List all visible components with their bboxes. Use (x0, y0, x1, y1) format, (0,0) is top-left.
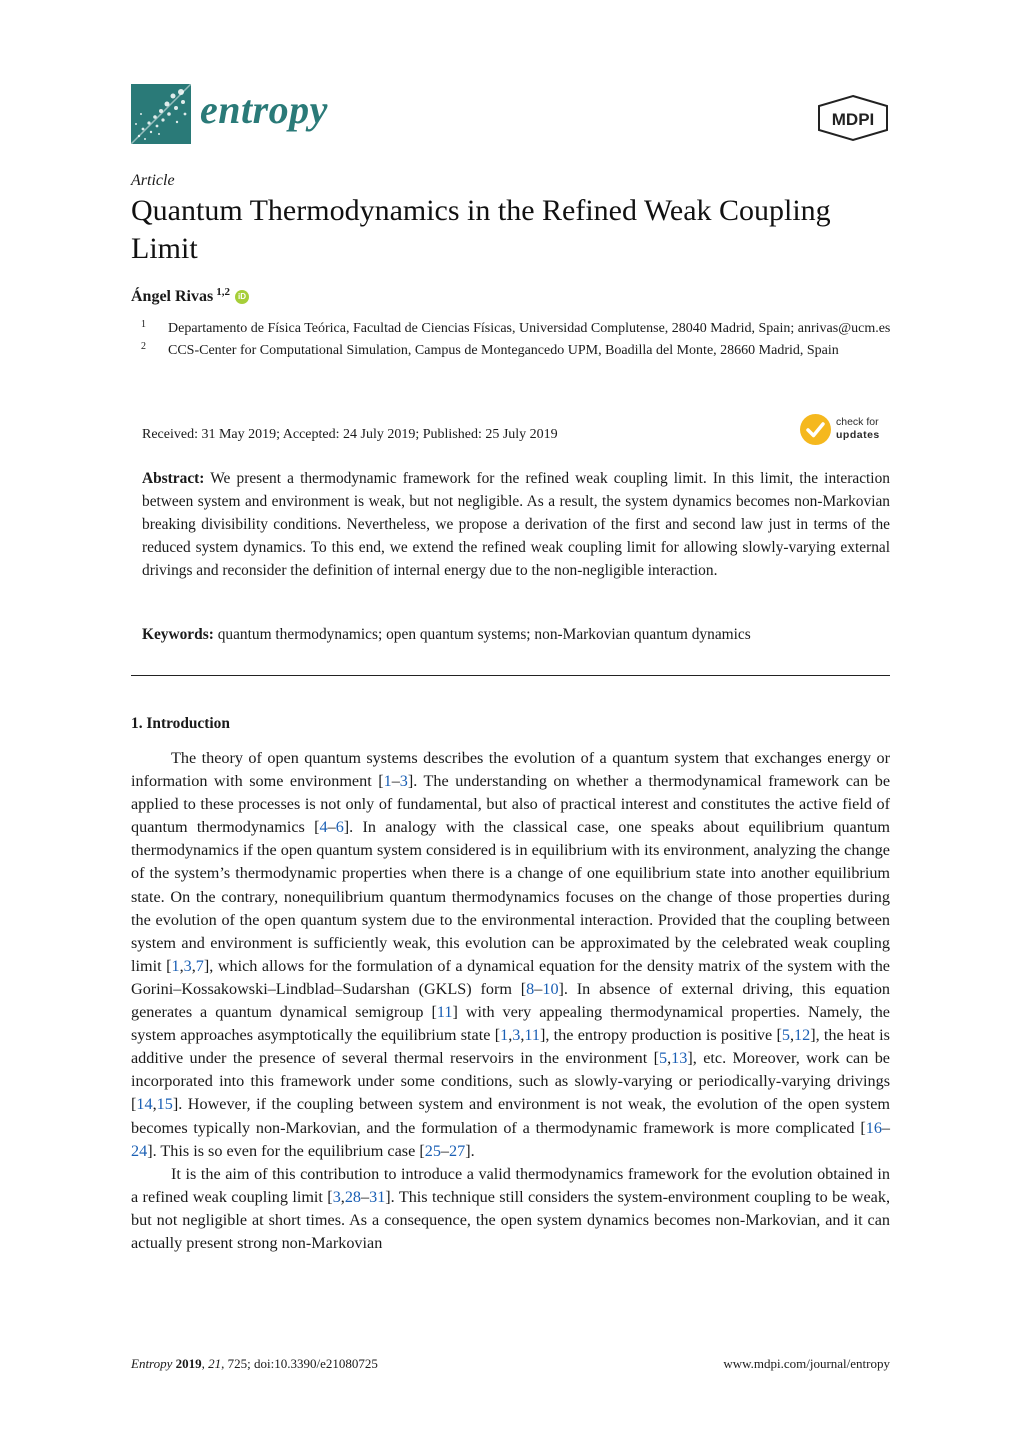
paragraph-text: ], etc. Moreover, work can be incorporated into this framework under some conditions, such as slowly-varying or periodically-varying drivings [ (131, 1049, 890, 1114)
paragraph-text: ], which allows for the formulation of a dynamical equation for the density matrix of the system with the Gorini–Kossakowski–Lindblad–Sudarshan (GKLS) form [ (131, 956, 890, 998)
paragraph-text: , (520, 1026, 525, 1045)
abstract (142, 467, 890, 582)
paragraph-text: , (789, 1026, 794, 1045)
reference-link[interactable]: 13 (671, 1049, 688, 1068)
keywords (142, 626, 751, 644)
affiliation-1 (131, 318, 891, 340)
article-type: Article (131, 172, 175, 189)
abstract-label: Abstract: (142, 470, 205, 487)
reference-link[interactable]: 6 (335, 818, 344, 837)
paragraph-text: , (152, 1095, 157, 1114)
reference-link[interactable]: 16 (865, 1118, 882, 1137)
abstract-text: We present a thermodynamic framework for the refined weak coupling limit. In this limit, the interaction between system and environment is weak, but not negligible. As a result, the system dynamics becomes non-Markovian breaking divisibility conditions. Nevertheless, we propose a derivation of the first and second law just in terms of the reduced system dynamics. To this end, we extend the refined weak coupling limit for allowing slowly-varying external drivings and reconsider the definition of internal energy due to the non-negligible interaction. (142, 470, 890, 579)
paragraph-text: ], the heat is additive under the presence of several thermal reservoirs in the environment [ (131, 1026, 890, 1068)
reference-link[interactable]: 31 (369, 1187, 386, 1206)
paragraph-text: ]. In absence of external driving, this equation generates a quantum dynamical semigroup [ (131, 979, 891, 1022)
affiliations (131, 318, 891, 362)
reference-link[interactable]: 15 (156, 1095, 173, 1114)
affiliation-text: CCS-Center for Computational Simulation, Campus de Montegancedo UPM, Boadilla del Monte, 28660 Madrid, Spain (168, 343, 839, 358)
keywords-text: quantum thermodynamics; open quantum systems; non-Markovian quantum dynamics (217, 626, 751, 643)
paragraph-1 (131, 747, 890, 1163)
paragraph-text: ] with very appealing thermodynamical properties. Namely, the system approaches asymptotically the equilibrium state [ (131, 1003, 890, 1045)
reference-link[interactable]: 5 (659, 1049, 668, 1068)
footer-journal: Entropy (131, 1356, 173, 1371)
paragraph-text: ]. (465, 1141, 475, 1160)
affiliation-number: 1 (141, 319, 146, 330)
article-title: Quantum Thermodynamics in the Refined Weak Coupling Limit (131, 194, 831, 265)
reference-link[interactable]: 12 (794, 1026, 811, 1045)
reference-link[interactable]: 4 (319, 818, 328, 837)
reference-link[interactable]: 14 (136, 1095, 153, 1114)
paragraph-text: ]. This is so even for the equilibrium case [ (147, 1141, 425, 1160)
author-affiliation-marks: 1,2 (216, 286, 230, 298)
reference-link[interactable]: 10 (542, 979, 559, 998)
paragraph-text: , (179, 956, 184, 975)
reference-link[interactable]: 8 (526, 979, 535, 998)
author-name: Ángel Rivas (131, 288, 214, 305)
mdpi-logo-icon (817, 94, 889, 142)
reference-link[interactable]: 11 (436, 1003, 453, 1022)
section-divider (131, 675, 890, 676)
paragraph-text: – (534, 979, 543, 998)
reference-link[interactable]: 3 (399, 772, 408, 791)
footer-citation: Entropy 2019, 21, 725; doi:10.3390/e21080725 (131, 1356, 378, 1371)
paragraph-text: The theory of open quantum systems describes the evolution of a quantum system that exchanges energy or information with some environment [ (131, 749, 890, 791)
affiliation-2 (131, 340, 891, 362)
footer-doi: , 725; doi:10.3390/e21080725 (221, 1356, 378, 1371)
reference-link[interactable]: 3 (183, 956, 192, 975)
paragraph-text: – (327, 818, 336, 837)
footer-url[interactable]: www.mdpi.com/journal/entropy (723, 1356, 890, 1371)
journal-name: entropy (200, 87, 328, 132)
reference-link[interactable]: 7 (195, 956, 204, 975)
reference-link[interactable]: 24 (131, 1141, 148, 1160)
paragraph-text: ]. This technique still considers the system-environment coupling to be weak, but not negligible at short times. As a consequence, the open system dynamics becomes non-Markovian, and it can actually present strong non-Markovian (131, 1187, 890, 1252)
paragraph-2 (131, 1163, 890, 1255)
paragraph-text: , (667, 1049, 672, 1068)
paragraph-text: ], the entropy production is positive [ (539, 1026, 782, 1045)
paragraph-text: , (508, 1026, 513, 1045)
affiliation-number: 2 (141, 341, 146, 352)
paragraph-text: ]. However, if the coupling between system and environment is not weak, the evolution of the open system becomes typically non-Markovian, and the formulation of a thermodynamic framework is more complicated [ (131, 1095, 890, 1137)
footer-volume: 21 (208, 1356, 222, 1371)
reference-link[interactable]: 1 (383, 772, 392, 791)
paragraph-text: – (881, 1118, 890, 1137)
paragraph-text: – (391, 772, 400, 791)
reference-link[interactable]: 1 (171, 956, 180, 975)
reference-link[interactable]: 27 (449, 1141, 466, 1160)
paragraph-text: – (361, 1187, 370, 1206)
paragraph-text: ]. In analogy with the classical case, one speaks about equilibrium quantum thermodynamics if the open quantum system considered is in equilibrium with its environment, analyzing the change of the system’s thermodynamic properties when there is a change of one equilibrium state into another equilibrium state. On the contrary, nonequilibrium quantum thermodynamics focuses on the change of those properties during the evolution of the open quantum system due to the environmental interaction. Provided that the coupling between system and environment is sufficiently weak, this evolution can be approximated by the celebrated weak coupling limit [ (131, 818, 890, 975)
check-for-updates-badge[interactable] (800, 413, 892, 447)
orcid-icon[interactable]: iD (235, 290, 249, 304)
paragraph-text: , (191, 956, 196, 975)
reference-link[interactable]: 5 (781, 1026, 790, 1045)
paragraph-text: , (340, 1187, 345, 1206)
reference-link[interactable]: 25 (424, 1141, 441, 1160)
reference-link[interactable]: 3 (332, 1187, 341, 1206)
paragraph-text: It is the aim of this contribution to introduce a valid thermodynamics framework for the evolution obtained in a refined weak coupling limit [ (131, 1164, 890, 1206)
check-updates-line1: check for (836, 416, 879, 428)
footer-year: 2019 (175, 1356, 202, 1371)
entropy-journal-logo-icon (131, 84, 191, 144)
section-heading-introduction: 1. Introduction (131, 715, 230, 732)
publication-dates: Received: 31 May 2019; Accepted: 24 July 2019; Published: 25 July 2019 (142, 427, 558, 442)
check-updates-line2: updates (836, 429, 880, 441)
introduction-body (131, 747, 890, 1255)
reference-link[interactable]: 11 (524, 1026, 540, 1045)
affiliation-text: Departamento de Física Teórica, Facultad de Ciencias Físicas, Universidad Complutense, 28040 Madrid, Spain; anrivas@ucm.es (168, 321, 891, 336)
check-updates-icon (800, 414, 831, 445)
paragraph-text: ]. The understanding on whether a thermodynamical framework can be applied to these processes is not only of fundamental, but also of practical interest and constitutes the active field of quantum thermodynamics [ (131, 772, 890, 837)
keywords-label: Keywords: (142, 626, 214, 643)
reference-link[interactable]: 1 (500, 1026, 509, 1045)
publisher-name: MDPI (831, 110, 875, 129)
paragraph-text: – (440, 1141, 449, 1160)
author (131, 288, 249, 306)
reference-link[interactable]: 28 (344, 1187, 362, 1206)
reference-link[interactable]: 3 (512, 1026, 521, 1045)
